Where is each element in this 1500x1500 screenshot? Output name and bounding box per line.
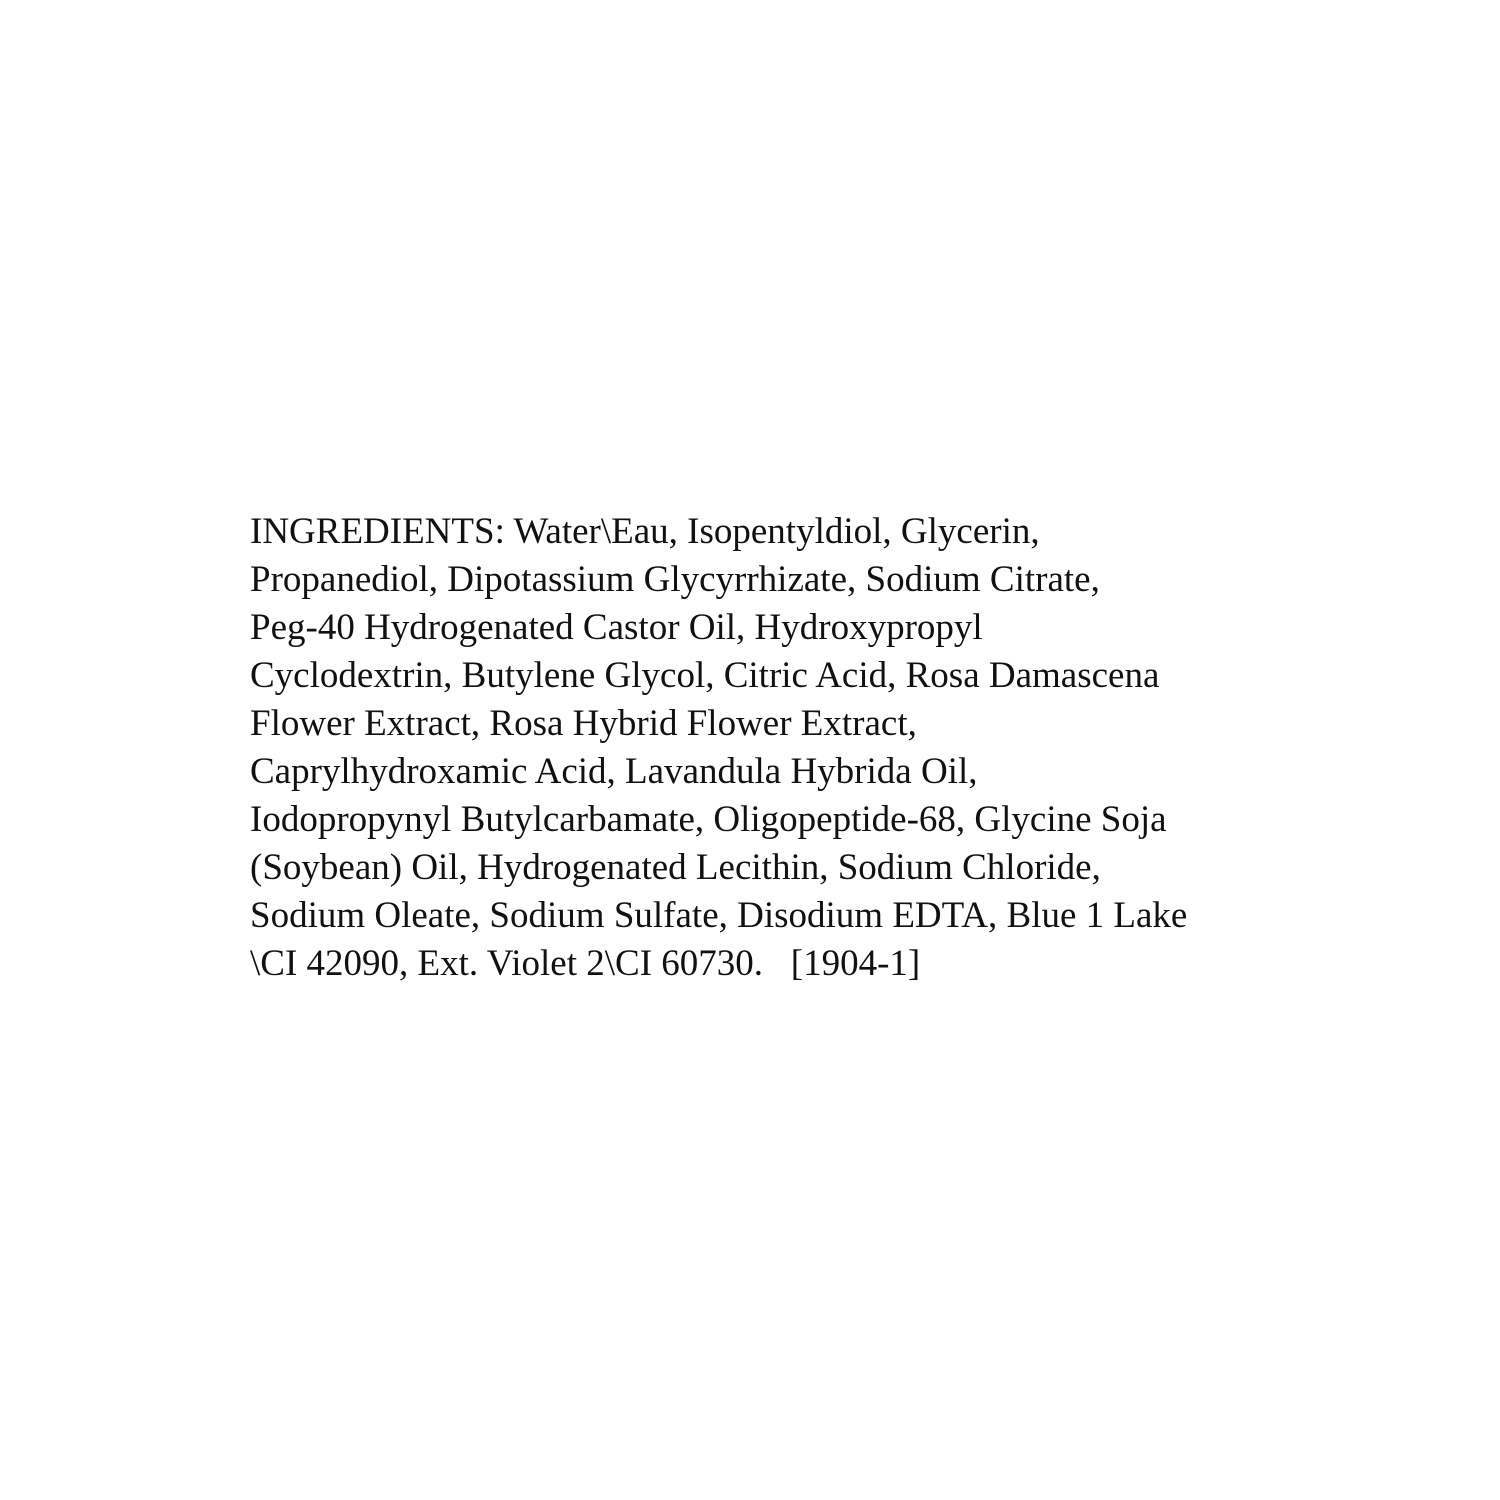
ingredients-line: Cyclodextrin, Butylene Glycol, Citric Acid, Rosa Damascena xyxy=(250,655,1160,696)
ingredients-line: (Soybean) Oil, Hydrogenated Lecithin, Sodium Chloride, xyxy=(250,847,1101,888)
ingredients-line: INGREDIENTS: Water\Eau, Isopentyldiol, Glycerin, xyxy=(250,511,1040,552)
ingredients-line: Flower Extract, Rosa Hybrid Flower Extract, xyxy=(250,703,917,744)
ingredients-line: Sodium Oleate, Sodium Sulfate, Disodium EDTA, Blue 1 Lake xyxy=(250,895,1188,936)
ingredients-line: Propanediol, Dipotassium Glycyrrhizate, Sodium Citrate, xyxy=(250,559,1100,600)
ingredients-line: Peg-40 Hydrogenated Castor Oil, Hydroxypropyl xyxy=(250,607,983,648)
ingredients-line: Caprylhydroxamic Acid, Lavandula Hybrida Oil, xyxy=(250,751,978,792)
ingredients-list xyxy=(250,508,1310,988)
ingredients-line: Iodopropynyl Butylcarbamate, Oligopeptide-68, Glycine Soja xyxy=(250,799,1167,840)
ingredients-line: \CI 42090, Ext. Violet 2\CI 60730. [1904-1] xyxy=(250,943,921,984)
